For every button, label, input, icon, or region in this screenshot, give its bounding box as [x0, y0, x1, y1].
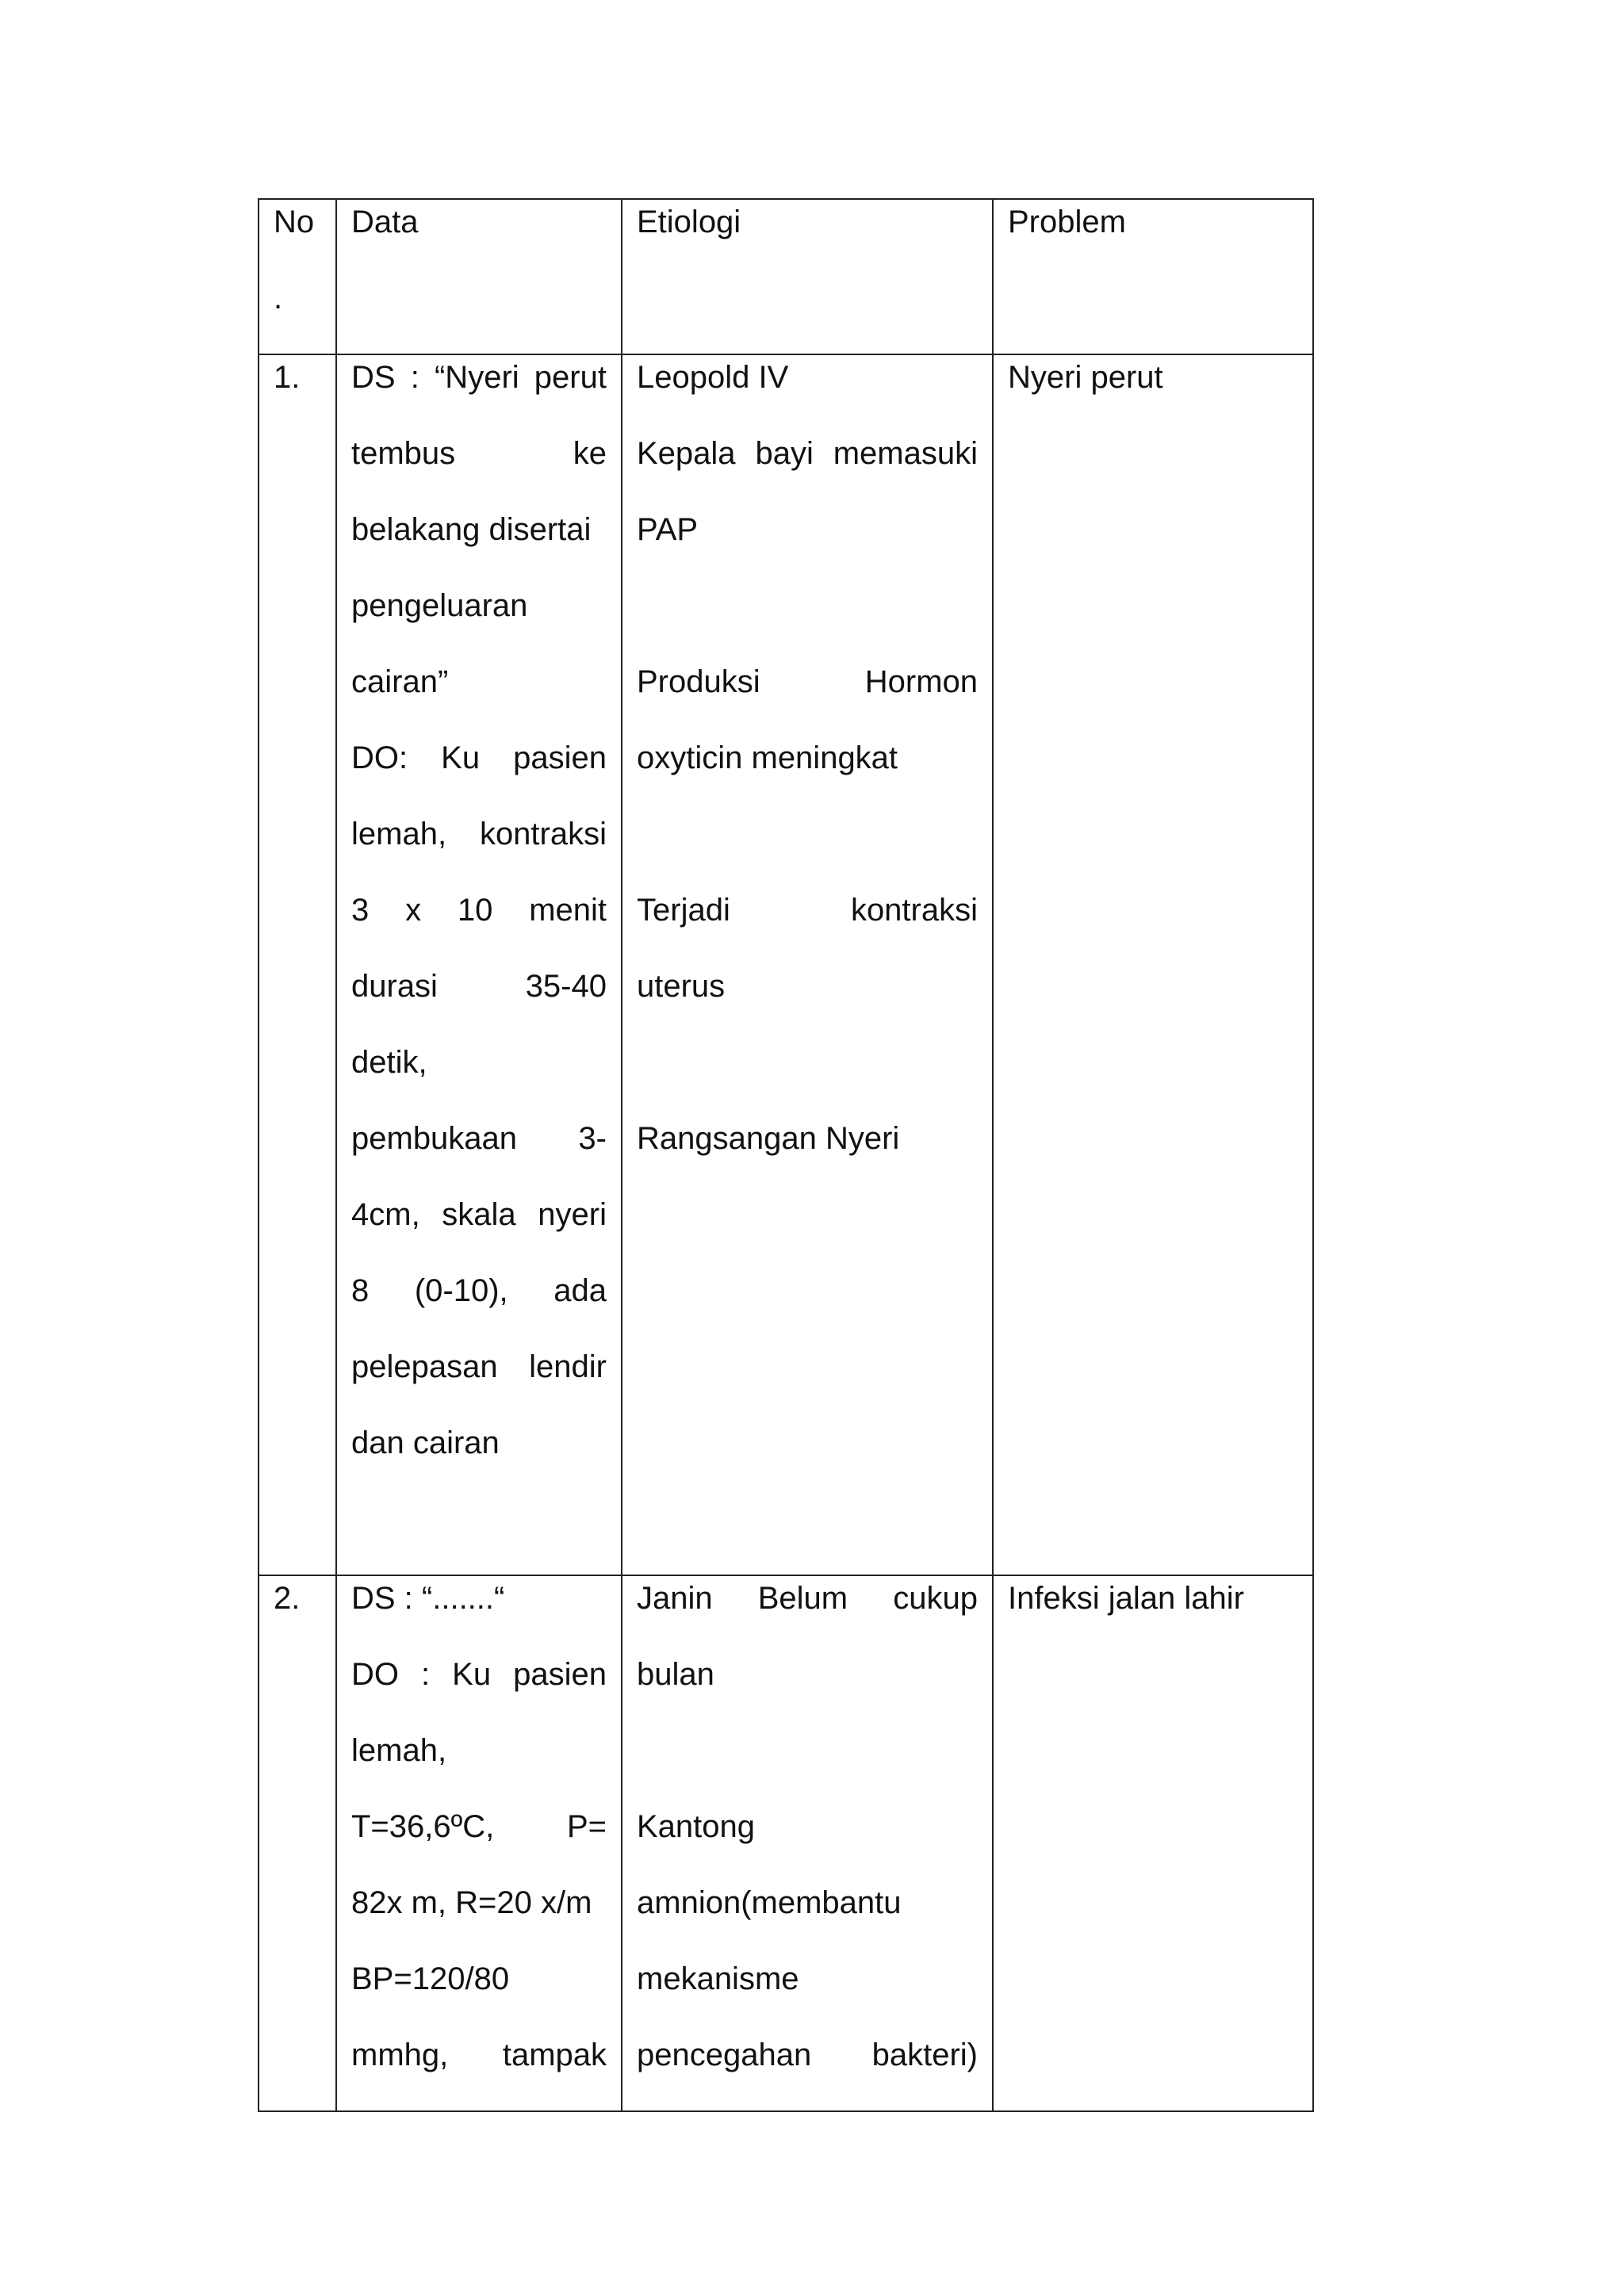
cell-word: durasi: [351, 969, 438, 1004]
header-data: [336, 199, 622, 354]
cell-line: uterus: [637, 969, 726, 1004]
cell-line: [351, 1346, 607, 1422]
cell-line: [637, 890, 978, 966]
cell-line: [351, 966, 607, 1042]
cell-line: [637, 585, 978, 661]
cell-word: 4cm,: [351, 1197, 420, 1232]
cell-word: 3: [351, 893, 370, 928]
cell-word: Kepala: [637, 436, 736, 471]
cell-line: dan cairan: [351, 1425, 500, 1460]
cell-line: [351, 357, 607, 433]
header-data-text: Data: [351, 205, 419, 239]
cell-word: DO:: [351, 740, 408, 775]
row-number: 2.: [274, 1581, 301, 1616]
cell-line: PAP: [637, 512, 699, 547]
cell-word: pencegahan: [637, 2038, 812, 2072]
cell-word: mmhg,: [351, 2038, 449, 2072]
nursing-diagnosis-table: [258, 198, 1314, 2112]
cell-word: Belum: [757, 1581, 848, 1616]
header-etiologi: [622, 199, 993, 354]
cell-line: amnion(membantu: [637, 1885, 902, 1920]
cell-word: kontraksi: [479, 817, 607, 851]
row-number-cell: [259, 354, 336, 1575]
etiologi-cell: [622, 354, 993, 1575]
cell-line: detik,: [351, 1045, 427, 1080]
cell-word: nyeri: [538, 1197, 607, 1232]
cell-line: BP=120/80: [351, 1961, 510, 1996]
header-problem-text: Problem: [1008, 205, 1126, 239]
table-header-row: [259, 199, 1313, 354]
cell-word: bayi: [755, 436, 814, 471]
cell-word: 8: [351, 1273, 370, 1308]
cell-word: T=36,6ºC,: [351, 1809, 495, 1844]
cell-line: mekanisme: [637, 1961, 799, 1996]
problem-text: Infeksi jalan lahir: [1008, 1581, 1244, 1616]
cell-word: x: [405, 893, 422, 928]
cell-word: Hormon: [864, 664, 978, 699]
cell-line: [637, 1578, 978, 1654]
cell-line: [351, 1118, 607, 1194]
cell-line: cairan”: [351, 664, 449, 699]
cell-word: “Nyeri: [434, 360, 519, 395]
cell-line: [351, 1270, 607, 1346]
data-cell: [336, 1575, 622, 2111]
cell-word: Ku: [452, 1657, 492, 1692]
cell-word: menit: [529, 893, 607, 928]
cell-line: [637, 1730, 978, 1806]
cell-word: 10: [457, 893, 493, 928]
cell-word: DS: [351, 360, 396, 395]
cell-line: DS : “.......“: [351, 1581, 505, 1616]
cell-line: [637, 2034, 978, 2110]
cell-line: pengeluaran: [351, 588, 528, 623]
cell-line: Leopold IV: [637, 360, 789, 395]
cell-line: lemah,: [351, 1733, 447, 1768]
cell-word: tampak: [502, 2038, 607, 2072]
cell-word: memasuki: [833, 436, 978, 471]
problem-cell: [993, 1575, 1313, 2111]
header-no: [259, 199, 336, 354]
row-number: 1.: [274, 360, 301, 395]
cell-word: tembus: [351, 436, 456, 471]
header-no-dot: .: [274, 281, 283, 316]
cell-word: ke: [573, 436, 607, 471]
cell-word: pasien: [513, 740, 607, 775]
cell-line: [351, 433, 607, 509]
row-number-cell: [259, 1575, 336, 2111]
problem-cell: [993, 354, 1313, 1575]
cell-word: perut: [534, 360, 607, 395]
cell-word: :: [410, 360, 419, 395]
cell-word: DO: [351, 1657, 399, 1692]
cell-line: [351, 737, 607, 813]
cell-line: Rangsangan Nyeri: [637, 1121, 900, 1156]
cell-line: [351, 890, 607, 966]
cell-line: oxyticin meningkat: [637, 740, 898, 775]
cell-line: [637, 433, 978, 509]
cell-word: (0-10),: [414, 1273, 508, 1308]
cell-line: [637, 661, 978, 737]
cell-line: [637, 813, 978, 890]
cell-word: Janin: [637, 1581, 713, 1616]
cell-line: Kantong: [637, 1809, 756, 1844]
cell-word: lemah,: [351, 817, 447, 851]
cell-line: [351, 1806, 607, 1882]
etiologi-cell: [622, 1575, 993, 2111]
cell-word: skala: [442, 1197, 516, 1232]
cell-word: 3-: [578, 1121, 607, 1156]
cell-word: pasien: [513, 1657, 607, 1692]
cell-word: lendir: [529, 1349, 607, 1384]
cell-word: P=: [566, 1809, 607, 1844]
table-row: [259, 354, 1313, 1575]
cell-word: ada: [553, 1273, 607, 1308]
cell-word: 35-40: [525, 969, 607, 1004]
header-etiologi-text: Etiologi: [637, 205, 741, 239]
cell-word: bakteri): [871, 2038, 978, 2072]
cell-line: belakang disertai: [351, 512, 592, 547]
cell-line: [351, 813, 607, 890]
cell-word: pelepasan: [351, 1349, 498, 1384]
cell-line: [351, 1654, 607, 1730]
header-problem: [993, 199, 1313, 354]
cell-word: cukup: [893, 1581, 978, 1616]
cell-line: [351, 1194, 607, 1270]
cell-word: kontraksi: [850, 893, 978, 928]
cell-line: 82x m, R=20 x/m: [351, 1885, 592, 1920]
cell-word: :: [421, 1657, 431, 1692]
cell-word: Terjadi: [637, 893, 730, 928]
problem-text: Nyeri perut: [1008, 360, 1163, 395]
data-cell: [336, 354, 622, 1575]
cell-word: pembukaan: [351, 1121, 518, 1156]
cell-word: Ku: [441, 740, 481, 775]
table-row: [259, 1575, 1313, 2111]
cell-line: [351, 2034, 607, 2110]
cell-word: Produksi: [637, 664, 760, 699]
header-no-text: No: [274, 205, 315, 239]
cell-line: [637, 1042, 978, 1118]
cell-line: bulan: [637, 1657, 714, 1692]
